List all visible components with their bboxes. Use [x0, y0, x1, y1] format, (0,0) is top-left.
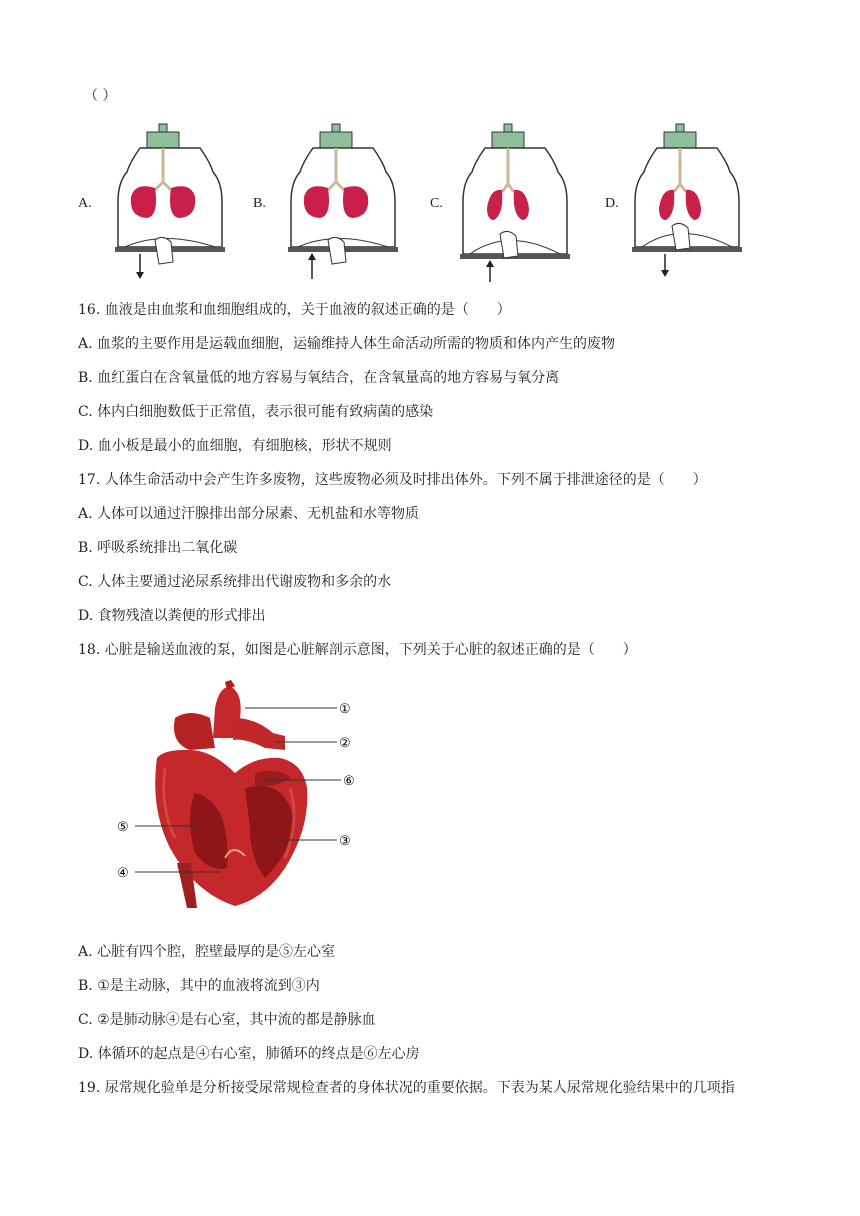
q16-option-b: B. 血红蛋白在含氧量低的地方容易与氧结合，在含氧量高的地方容易与氧分离: [78, 370, 560, 386]
q18-stem: 18. 心脏是输送血液的泵，如图是心脏解剖示意图，下列关于心脏的叙述正确的是（ ）: [78, 642, 637, 658]
q19-stem: 19. 尿常规化验单是分析接受尿常规检查者的身体状况的重要依据。下表为某人尿常规化验结果中的几项指: [78, 1080, 735, 1096]
heart-label-5: ⑤: [117, 820, 129, 835]
q18-option-d: D. 体循环的起点是④右心室，肺循环的终点是⑥左心房: [78, 1046, 420, 1062]
q17-option-b: B. 呼吸系统排出二氧化碳: [78, 540, 238, 556]
heart-label-3: ③: [339, 834, 351, 849]
bell-jar-figure-b: [288, 122, 398, 282]
q18-option-c: C. ②是肺动脉④是右心室，其中流的都是静脉血: [78, 1012, 376, 1028]
q15-option-a-label: A.: [78, 196, 92, 211]
q16-option-a: A. 血浆的主要作用是运载血细胞，运输维持人体生命活动所需的物质和体内产生的废物: [78, 336, 616, 352]
q18-option-a: A. 心脏有四个腔，腔壁最厚的是⑤左心室: [78, 944, 336, 960]
q15-option-c-label: C.: [430, 196, 443, 211]
heart-diagram: [115, 678, 365, 918]
q18-option-b: B. ①是主动脉，其中的血液将流到③内: [78, 978, 320, 994]
bell-jar-figure-c: [460, 122, 570, 282]
heart-label-1: ①: [339, 702, 351, 717]
q15-paren: （ ）: [84, 88, 117, 104]
q16-stem: 16. 血液是由血浆和血细胞组成的，关于血液的叙述正确的是（ ）: [78, 302, 511, 318]
heart-label-4: ④: [117, 866, 129, 881]
bell-jar-figure-a: [115, 122, 225, 282]
q17-stem: 17. 人体生命活动中会产生许多废物，这些废物必须及时排出体外。下列不属于排泄途径的是（ ）: [78, 472, 707, 488]
bell-jar-figure-d: [632, 122, 742, 282]
q16-option-d: D. 血小板是最小的血细胞，有细胞核，形状不规则: [78, 438, 392, 454]
q17-option-d: D. 食物残渣以粪便的形式排出: [78, 608, 266, 624]
q15-option-d-label: D.: [605, 196, 619, 211]
heart-label-6: ⑥: [343, 774, 355, 789]
q17-option-a: A. 人体可以通过汗腺排出部分尿素、无机盐和水等物质: [78, 506, 420, 522]
q15-option-b-label: B.: [253, 196, 266, 211]
heart-label-2: ②: [339, 736, 351, 751]
q17-option-c: C. 人体主要通过泌尿系统排出代谢废物和多余的水: [78, 574, 392, 590]
q16-option-c: C. 体内白细胞数低于正常值，表示很可能有致病菌的感染: [78, 404, 434, 420]
